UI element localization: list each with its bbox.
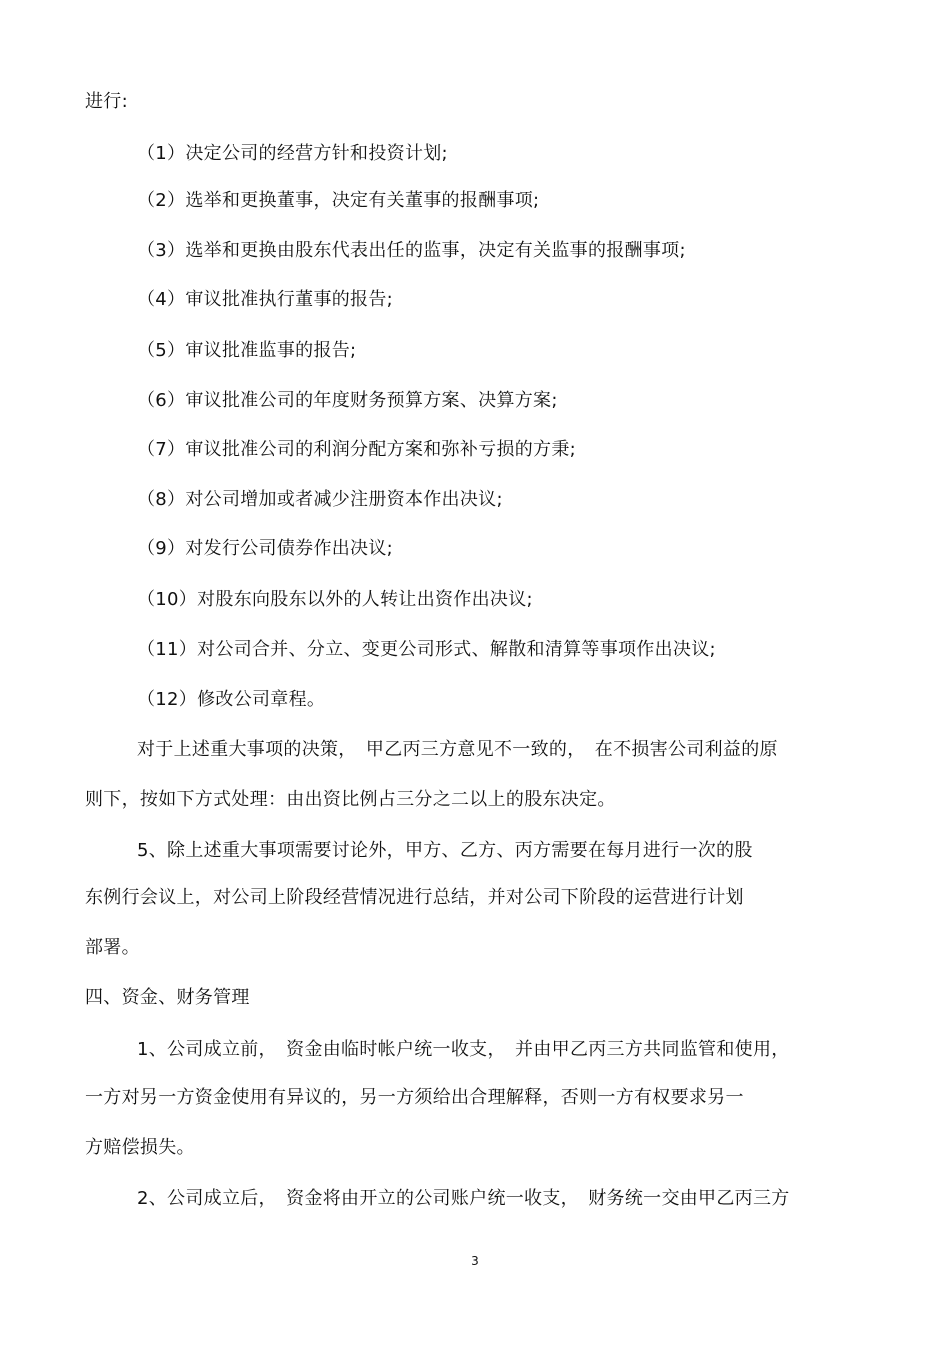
list-item: （12）修改公司章程。 xyxy=(137,689,326,710)
paragraph-line: 方赔偿损失。 xyxy=(85,1137,195,1158)
paragraph-line: 5、除上述重大事项需要讨论外，甲方、乙方、丙方需要在每月进行一次的股 xyxy=(137,840,753,861)
list-item: （7）审议批准公司的利润分配方案和弥补亏损的方秉; xyxy=(137,439,577,460)
list-item: （8）对公司增加或者减少注册资本作出决议; xyxy=(137,489,503,510)
list-item: （2）选举和更换董事，决定有关董事的报酬事项; xyxy=(137,190,540,211)
list-item: （3）选举和更换由股东代表出任的监事，决定有关监事的报酬事项; xyxy=(137,240,686,261)
paragraph-line: 一方对另一方资金使用有异议的，另一方须给出合理解释，否则一方有权要求另一 xyxy=(85,1087,744,1108)
paragraph-line: 1、公司成立前， 资金由临时帐户统一收支， 并由甲乙丙三方共同监管和使用， xyxy=(137,1039,790,1060)
list-item: （9）对发行公司债券作出决议; xyxy=(137,538,394,559)
list-item: （5）审议批准监事的报告; xyxy=(137,340,357,361)
list-item: （1）决定公司的经营方针和投资计划; xyxy=(137,143,448,164)
paragraph-line: 东例行会议上，对公司上阶段经营情况进行总结，并对公司下阶段的运营进行计划 xyxy=(85,887,744,908)
paragraph-line: 则下，按如下方式处理：由出资比例占三分之二以上的股东决定。 xyxy=(85,789,616,810)
paragraph-line: 对于上述重大事项的决策， 甲乙丙三方意见不一致的， 在不损害公司利益的原 xyxy=(137,739,778,760)
section-heading: 四、资金、财务管理 xyxy=(85,987,250,1008)
paragraph-line: 部署。 xyxy=(85,937,140,958)
intro-text: 进行: xyxy=(85,91,128,112)
list-item: （6）审议批准公司的年度财务预算方案、决算方案; xyxy=(137,390,558,411)
page-number: 3 xyxy=(471,1254,479,1268)
list-item: （10）对股东向股东以外的人转让出资作出决议; xyxy=(137,589,533,610)
finance-clause-2: 2、公司成立后， 资金将由开立的公司账户统一收支， 财务统一交由甲乙丙三方 xyxy=(137,1188,790,1209)
list-item: （4）审议批准执行董事的报告; xyxy=(137,289,394,310)
list-item: （11）对公司合并、分立、变更公司形式、解散和清算等事项作出决议; xyxy=(137,639,716,660)
